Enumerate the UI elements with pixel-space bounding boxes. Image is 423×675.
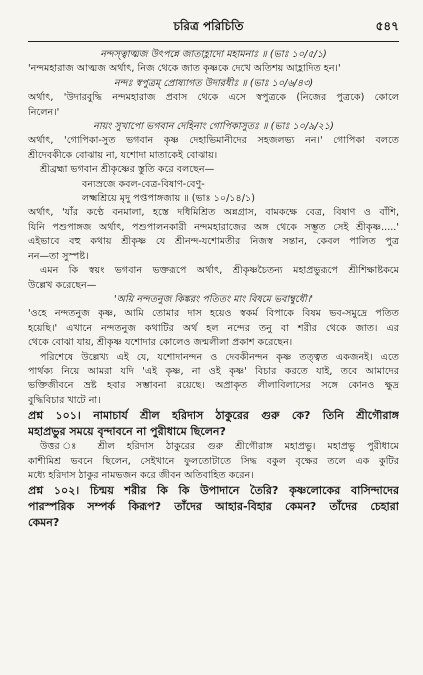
text-line: নন্দঃ স্বপুত্রম্ প্রোষ্যাগত উদারধীঃ ॥ (ভাঃ ১০/৬/৪৩) [113,77,314,89]
text-line: শ্রীদেবকীকে বোঝায় না, যশোদা মাতাকেই বোঝায়। [28,149,218,161]
page-header [28,18,399,42]
text-line: উত্তর ঃ শ্রীল হরিদাস ঠাকুরের গুরু শ্রীগৌরাঙ্গ মহাপ্রভু। মহাপ্রভু পুরীধামে [40,441,399,453]
text-line: এইভাবে বহু কথায় শ্রীকৃষ্ণ যে শ্রীনন্দ-যশোমতীর নিজস্ব সন্তান, কেবল পালিত পুত্র [28,236,399,248]
text-line: যিনি পশুপাঙ্গজ অর্থাৎ, পশুপালনকারী নন্দমহারাজের অঙ্গ থেকে সম্ভূত সেই শ্রীকৃষ্ণ.....' [28,221,399,233]
question-line: প্রশ্ন ১০২। চিন্ময় শরীর কি কি উপাদানে তৈরি? কৃষ্ণলোকের বাসিন্দাদের [28,484,399,498]
body-text [28,48,399,531]
text-line: বন্যস্রজে কবল-বেত্র-বিষাণ-বেণু- [82,178,205,190]
text-line: উল্লেখ করেছেন— [28,279,97,291]
text-line: নন্দস্ত্বাত্মজ উৎপন্নে জাতাহ্লাদো মহামনাঃ ॥ (ভাঃ ১০/৫/১) [100,49,327,60]
text-line: নায়ং সুখাপো ভগবান দেহিনাং গোপিকাসুতঃ ॥ (ভাঃ ১০/৯/২১) [93,121,334,133]
text-line: অর্থাৎ, 'যাঁর কণ্ঠে বনমালা, হস্তে দধিমিশ্রিত অন্নগ্রাস, বামকক্ষে বেত্র, বিষাণ ও বাঁশি, [28,207,399,219]
text-line: পরিশেষে উল্লেখ্য এই যে, যশোদানন্দন ও দেবকীনন্দন কৃষ্ণ তত্ত্বত একজনই। এতে [40,351,399,363]
text-line: ভক্তিজীবনে ভ্রষ্ট হবার সম্ভাবনা রয়েছে। অপ্রাকৃত লীলাবিলাসের সঙ্গে কোনও ক্ষুদ্র [28,380,399,392]
text-line: শ্রীব্রহ্মা ভগবান শ্রীকৃষ্ণের স্তুতি করে বলছেন— [40,164,215,176]
text-line: থেকে বোঝা যায়, শ্রীকৃষ্ণ যশোদার কোলেও জন্মলীলা প্রকাশ করেছেন। [28,337,293,349]
text-line: কাশীমিশ্র ভবনে ছিলেন, সেইখানে ফুলতোটাতে সিদ্ধ বকুল বৃক্ষের তলে এক কুটির [28,455,399,467]
question-line: কেমন? [28,516,60,530]
text-line: পার্থক্য নিয়ে আমরা যদি 'এই কৃষ্ণ, না ওই কৃষ্ণ' বিচার করতে যাই, তবে আমাদের [28,365,399,377]
question-line: পারস্পরিক সম্পর্ক কিরূপ? তাঁদের আহার-বিহার কেমন? তাঁদের চেহারা [28,500,399,514]
page-number: ৫৪৭ [375,19,399,33]
text-line: 'অয়ি নন্দতনুজ কিঙ্করং পতিতং মাং বিষমে ভবাম্বুধৌ।' [114,293,313,305]
text-line: হয়েছি।' এখানে নন্দতনুজ কথাটির অর্থ হল নন্দের তনু বা শরীর থেকে জাত। এর [28,322,399,334]
text-line: 'ওহে নন্দতনুজ কৃষ্ণ, আমি তোমার দাস হয়েও স্বকর্ম বিপাকে বিষম ভব-সমুদ্রে পতিত [28,308,399,320]
text-line: এমন কি স্বয়ং ভগবান ভক্তরূপে অর্থাৎ, শ্রীকৃষ্ণচৈতন্য মহাপ্রভুরূপে শ্রীশিক্ষাষ্টকমে [40,265,399,277]
text-line: লক্ষ্মশ্রিয়ে মৃদু পপ্তপাঙ্গজায় ॥ (ভাঃ ১০/১৪/১) [82,193,255,205]
text-line: বুদ্ধিবিচার খাটে না। [28,394,101,406]
text-line: মধ্যে হরিদাস ঠাকুর নামভজন করে জীবন অতিবাহিত করেন। [28,469,254,481]
text-line: অর্থাৎ, 'গোপিকা-সুত ভগবান কৃষ্ণ দেহাভিমানীদের সহজলভ্য নন।' গোপিকা বলতে [28,135,399,147]
question-line: মহাপ্রভুর সময়ে বৃন্দাবনে না পুরীধামে ছিলেন? [28,425,226,439]
text-line: নন—তা সুস্পষ্ট। [28,250,89,262]
chapter-title: চরিত্র পরিচিতি [173,19,244,33]
text-line: অর্থাৎ, 'উদারবুদ্ধি নন্দমহারাজ প্রবাস থেকে এসে স্বপুত্রকে (নিজের পুত্রকে) কোলে [28,92,399,104]
question-line: প্রশ্ন ১০১। নামাচার্য শ্রীল হরিদাস ঠাকুরের গুরু কে? তিনি শ্রীগৌরাঙ্গ [28,409,399,423]
text-line: নিলেন।' [28,106,60,118]
text-line: 'নন্দমহারাজ আত্মজ অর্থাৎ, নিজ থেকে জাত কৃষ্ণকে দেখে অতিশয় আহ্লাদিত হন।' [28,63,341,75]
